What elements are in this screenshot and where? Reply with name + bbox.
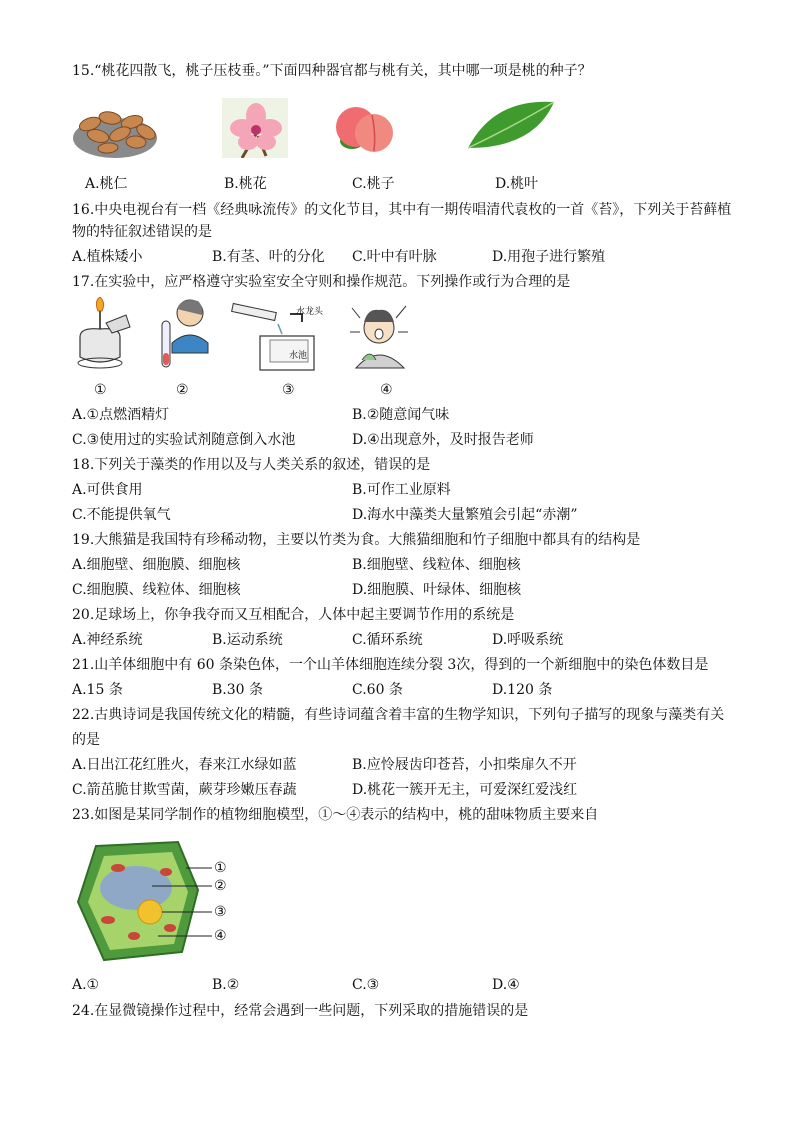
alcohol-lamp-figure bbox=[72, 297, 132, 373]
q24-stem: 24.在显微镜操作过程中，经常会遇到一些问题，下列采取的措施错误的是 bbox=[72, 1003, 529, 1019]
q20-option-c: C.循环系统 bbox=[352, 632, 423, 648]
q21-stem: 21.山羊体细胞中有 60 条染色体，一个山羊体细胞连续分裂 3次，得到的一个新细胞中的染色体数目是 bbox=[72, 657, 709, 673]
q20-option-a: A.神经系统 bbox=[72, 632, 143, 648]
q21-option-b: B.30 条 bbox=[212, 682, 264, 698]
q17-figure-label-2: ② bbox=[176, 382, 189, 398]
q20-option-b: B.运动系统 bbox=[212, 632, 283, 648]
q21-option-c: C.60 条 bbox=[352, 682, 403, 698]
q23-option-b: B.② bbox=[212, 977, 240, 993]
q23-option-c: C.③ bbox=[352, 977, 380, 993]
almonds-image bbox=[72, 98, 158, 160]
q17-stem: 17.在实验中，应严格遵守实验室安全守则和操作规范。下列操作或行为合理的是 bbox=[72, 274, 571, 290]
q18-stem: 18.下列关于藻类的作用以及与人类关系的叙述，错误的是 bbox=[72, 457, 431, 473]
q18-option-d: D.海水中藻类大量繁殖会引起“赤潮” bbox=[352, 507, 578, 523]
q16-option-a: A.植株矮小 bbox=[72, 249, 143, 265]
q15-stem: 15.“桃花四散飞，桃子压枝垂。”下面四种器官都与桃有关，其中哪一项是桃的种子？ bbox=[72, 63, 592, 79]
q18-option-b: B.可作工业原料 bbox=[352, 482, 451, 498]
q21-option-a: A.15 条 bbox=[72, 682, 123, 698]
tap-label: 水龙头 bbox=[296, 307, 324, 317]
q21-option-d: D.120 条 bbox=[492, 682, 553, 698]
q17-option-d: D.④出现意外，及时报告老师 bbox=[352, 432, 534, 448]
q23-option-a: A.① bbox=[72, 977, 100, 993]
q17-figure-label-3: ③ bbox=[282, 382, 295, 398]
peach-fruit-image bbox=[332, 97, 394, 159]
q22-stem-line1: 22.古典诗词是我国传统文化的精髓，有些诗词蕴含着丰富的生物学知识，下列句子描写的现象与藻类有关 bbox=[72, 707, 725, 723]
sink-label: 水池 bbox=[289, 351, 308, 361]
q16-stem-line1: 16.中央电视台有一档《经典咏流传》的文化节目，其中有一期传唱清代袁枚的一首《苔》，下列关于苔藓植 bbox=[72, 202, 732, 218]
q15-option-d: D.桃叶 bbox=[495, 176, 539, 192]
accident-figure bbox=[346, 298, 412, 372]
q17-figure-label-1: ① bbox=[94, 382, 107, 398]
q22-option-c: C.箭茁脆甘欺雪菌，蕨芽珍嫩压春蔬 bbox=[72, 782, 297, 798]
q19-option-d: D.细胞膜、叶绿体、细胞核 bbox=[352, 582, 522, 598]
q22-option-a: A.日出江花红胜火，春来江水绿如蓝 bbox=[72, 757, 297, 773]
q16-stem-line2: 物的特征叙述错误的是 bbox=[72, 224, 212, 240]
q17-option-c: C.③使用过的实验试剂随意倒入水池 bbox=[72, 432, 296, 448]
q16-option-b: B.有茎、叶的分化 bbox=[212, 249, 325, 265]
q17-option-b: B.②随意闻气味 bbox=[352, 407, 450, 423]
q19-stem: 19.大熊猫是我国特有珍稀动物，主要以竹类为食。大熊猫细胞和竹子细胞中都具有的结构是 bbox=[72, 532, 641, 548]
plant-cell-model bbox=[74, 838, 234, 966]
q22-option-b: B.应怜屐齿印苍苔，小扣柴扉久不开 bbox=[352, 757, 577, 773]
smelling-figure bbox=[152, 297, 210, 373]
q16-option-c: C.叶中有叶脉 bbox=[352, 249, 437, 265]
q23-figure-label-4: ④ bbox=[214, 928, 227, 944]
q20-option-d: D.呼吸系统 bbox=[492, 632, 564, 648]
q19-option-c: C.细胞膜、线粒体、细胞核 bbox=[72, 582, 241, 598]
q23-figure-label-2: ② bbox=[214, 878, 227, 894]
q15-option-a: A.桃仁 bbox=[85, 176, 128, 192]
q19-option-b: B.细胞壁、线粒体、细胞核 bbox=[352, 557, 521, 573]
q22-option-d: D.桃花一簇开无主，可爱深红爱浅红 bbox=[352, 782, 578, 798]
q18-option-a: A.可供食用 bbox=[72, 482, 143, 498]
q23-figure-label-3: ③ bbox=[214, 904, 227, 920]
q17-option-a: A.①点燃酒精灯 bbox=[72, 407, 170, 423]
q20-stem: 20.足球场上，你争我夺而又互相配合，人体中起主要调节作用的系统是 bbox=[72, 607, 515, 623]
q17-figure-label-4: ④ bbox=[380, 382, 393, 398]
q23-stem: 23.如图是某同学制作的植物细胞模型，①～④表示的结构中，桃的甜味物质主要来自 bbox=[72, 807, 599, 823]
q23-figure-label-1: ① bbox=[214, 860, 227, 876]
q18-option-c: C.不能提供氧气 bbox=[72, 507, 171, 523]
q16-option-d: D.用孢子进行繁殖 bbox=[492, 249, 606, 265]
q15-option-b: B.桃花 bbox=[224, 176, 267, 192]
q22-stem-line2: 的是 bbox=[72, 732, 100, 748]
q23-option-d: D.④ bbox=[492, 977, 520, 993]
peach-leaf-image bbox=[464, 98, 556, 158]
peach-flower-image bbox=[222, 98, 288, 158]
q15-option-c: C.桃子 bbox=[352, 176, 395, 192]
q19-option-a: A.细胞壁、细胞膜、细胞核 bbox=[72, 557, 241, 573]
